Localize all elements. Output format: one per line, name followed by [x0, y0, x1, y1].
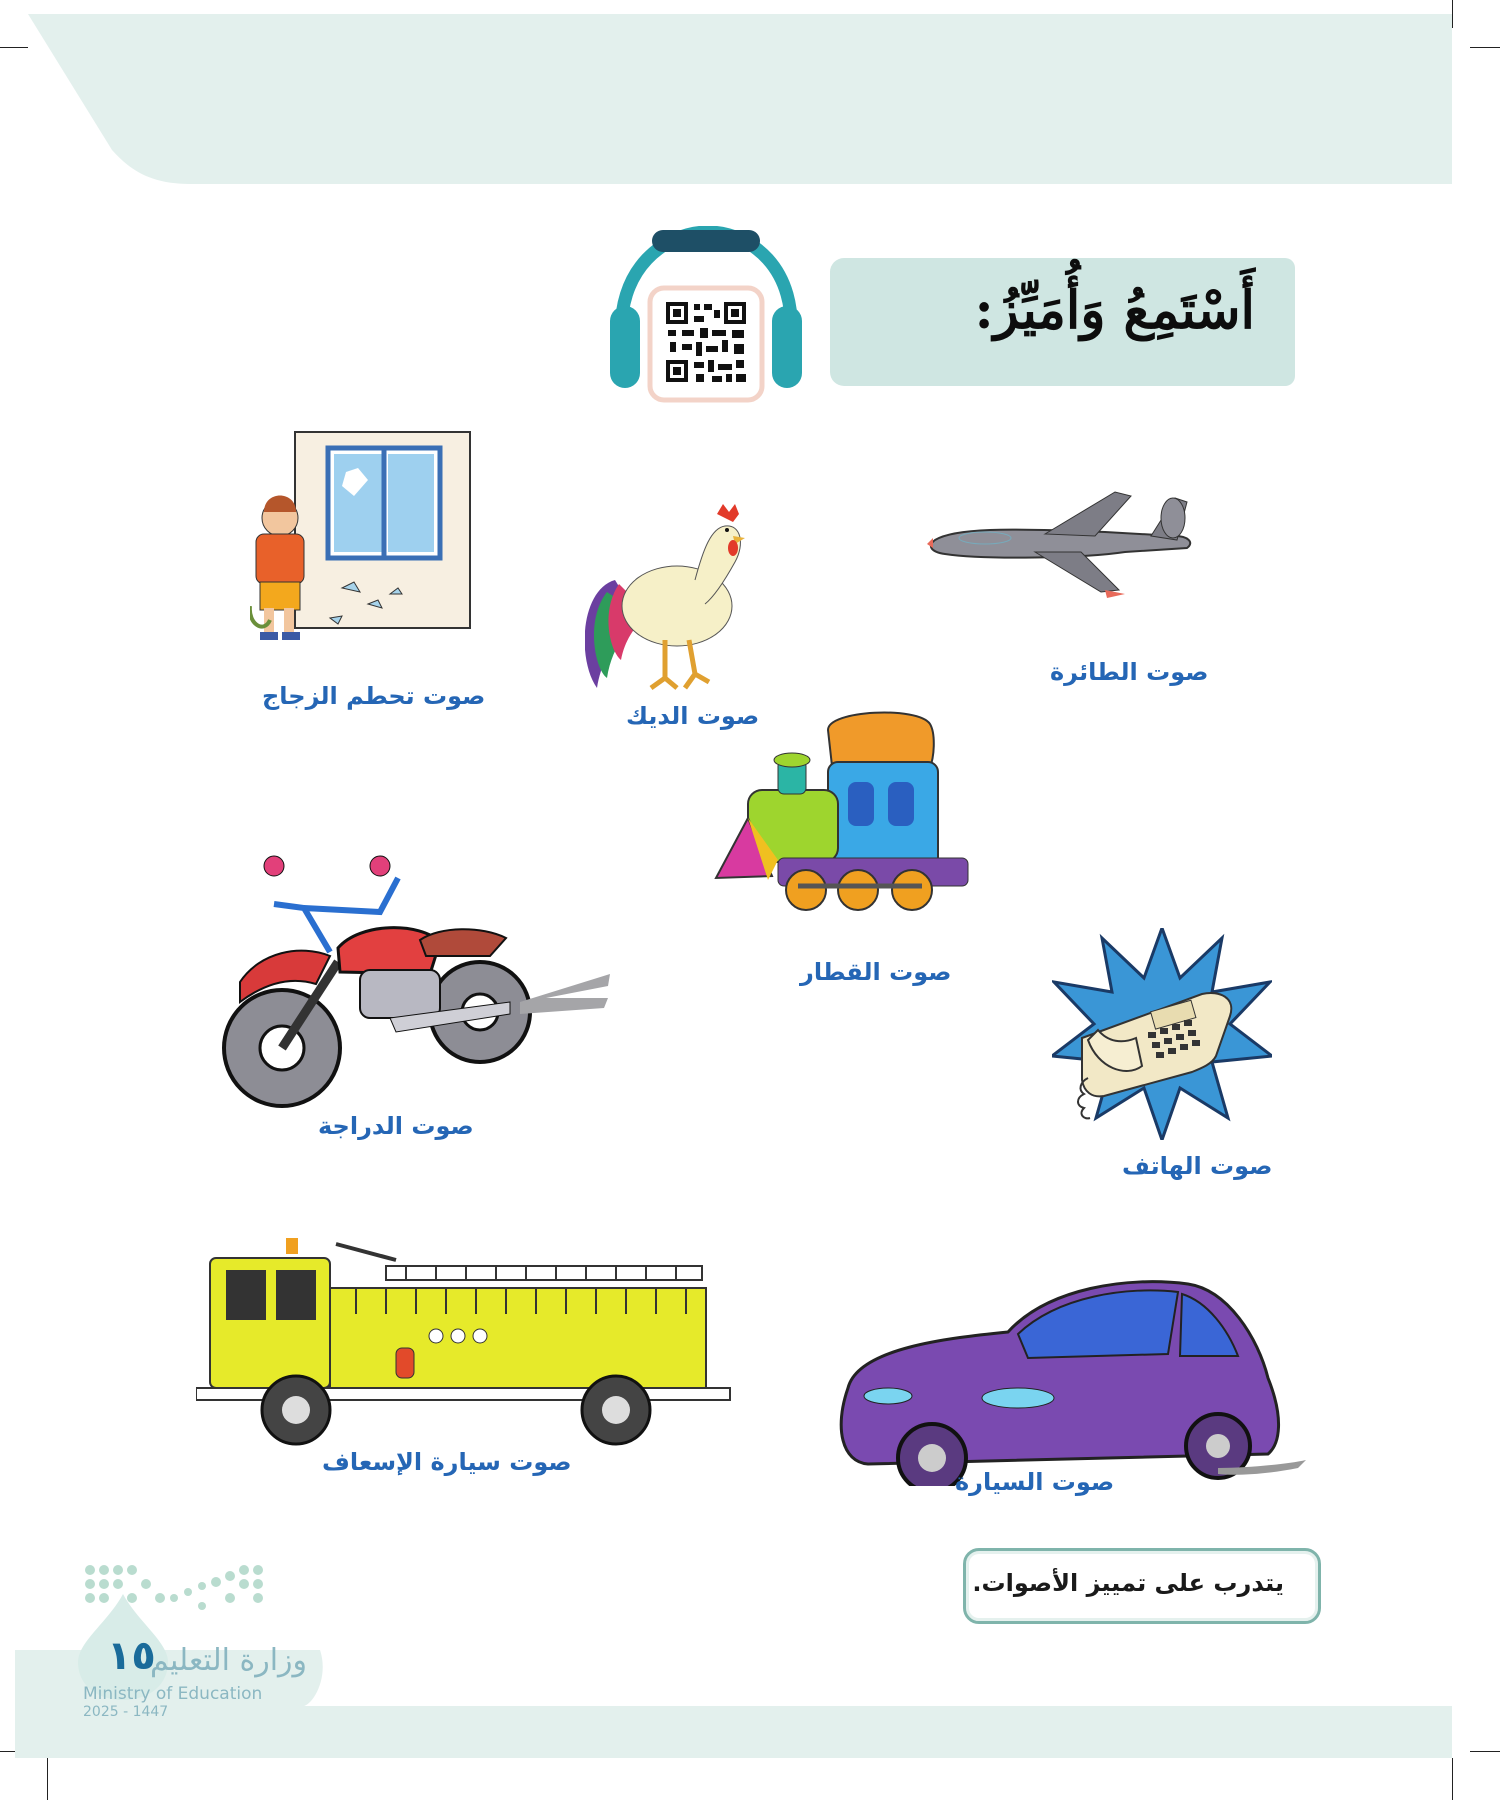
sound-label-rooster: صوت الديك: [626, 702, 760, 730]
ministry-name-ar: وزارة التعليم: [150, 1643, 308, 1678]
car-illustration: [828, 1268, 1306, 1486]
sound-label-airplane: صوت الطائرة: [1050, 658, 1209, 686]
sound-label-glass: صوت تحطم الزجاج: [262, 682, 486, 710]
fire-truck-illustration: [196, 1238, 731, 1460]
sound-label-train: صوت القطار: [800, 958, 952, 986]
objective-box: [963, 1548, 1321, 1624]
sound-label-firetruck: صوت سيارة الإسعاف: [322, 1448, 572, 1476]
title-banner: [830, 258, 1295, 386]
rooster-illustration: [585, 500, 760, 695]
sound-label-motorcycle: صوت الدراجة: [318, 1112, 474, 1140]
broken-glass-illustration: [250, 428, 475, 658]
page-number: ١٥: [107, 1633, 156, 1679]
sound-label-car: صوت السيارة: [955, 1468, 1115, 1496]
ministry-name-en: Ministry of Education: [83, 1684, 263, 1704]
crop-mark: [47, 1758, 48, 1800]
motorcycle-illustration: [220, 852, 640, 1110]
sound-label-phone: صوت الهاتف: [1122, 1152, 1273, 1180]
headphones-qr-icon: [608, 226, 804, 406]
edition-year: 2025 - 1447: [83, 1704, 169, 1720]
page-title: أَسْتَمِعُ وَأُمَيِّزُ:: [974, 280, 1255, 341]
objective-text: يتدرب على تمييز الأصوات.: [972, 1569, 1284, 1597]
top-band: [0, 0, 1500, 200]
toy-train-illustration: [708, 710, 983, 925]
airplane-illustration: [925, 488, 1205, 608]
crop-mark: [1452, 1758, 1453, 1800]
telephone-illustration: [1052, 928, 1272, 1140]
